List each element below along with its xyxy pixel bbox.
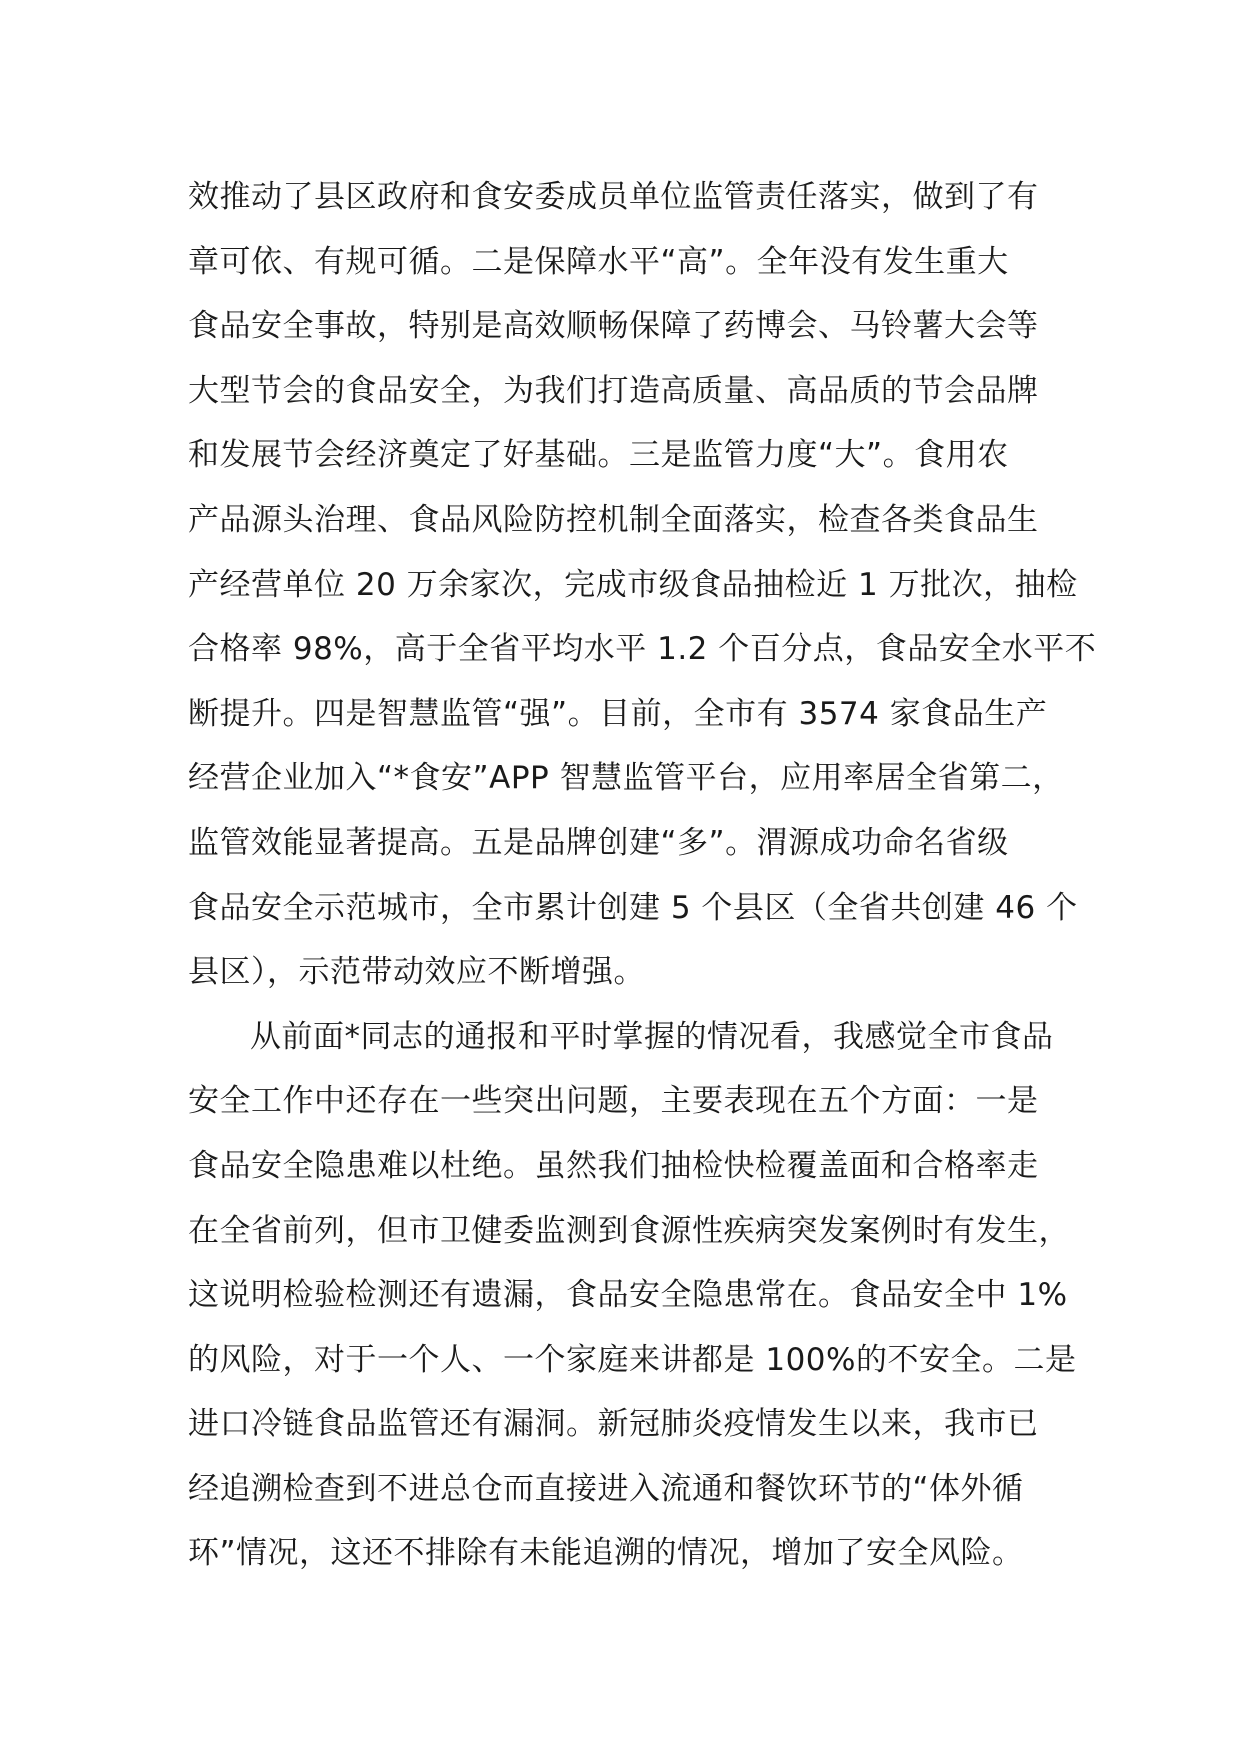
text-line: 食品安全示范城市，全市累计创建 5 个县区（全省共创建 46 个 — [188, 889, 1078, 926]
text-line: 县区），示范带动效应不断增强。 — [188, 954, 645, 991]
text-line: 监管效能显著提高。五是品牌创建“多”。渭源成功命名省级 — [188, 824, 1009, 861]
text-line: 和发展节会经济奠定了好基础。三是监管力度“大”。食用农 — [188, 437, 1009, 474]
text-line: 产经营单位 20 万余家次，完成市级食品抽检近 1 万批次，抽检 — [188, 566, 1078, 603]
text-line: 经追溯检查到不进总仓而直接进入流通和餐饮环节的“体外循 — [188, 1470, 1024, 1507]
text-line: 章可依、有规可循。二是保障水平“高”。全年没有发生重大 — [188, 243, 1009, 280]
text-line: 食品安全事故，特别是高效顺畅保障了药博会、马铃薯大会等 — [188, 308, 1039, 345]
text-line: 安全工作中还存在一些突出问题，主要表现在五个方面：一是 — [188, 1083, 1039, 1120]
text-line: 这说明检验检测还有遗漏，食品安全隐患常在。食品安全中 1% — [188, 1277, 1068, 1314]
paragraph-start-line: 从前面*同志的通报和平时掌握的情况看，我感觉全市食品 — [250, 1018, 1054, 1055]
text-line: 合格率 98%，高于全省平均水平 1.2 个百分点，食品安全水平不 — [188, 631, 1097, 668]
text-line: 产品源头治理、食品风险防控机制全面落实，检查各类食品生 — [188, 501, 1039, 538]
text-line: 效推动了县区政府和食安委成员单位监管责任落实，做到了有 — [188, 179, 1039, 215]
body-text — [188, 165, 1097, 1586]
text-line: 经营企业加入“*食安”APP 智慧监管平台，应用率居全省第二， — [188, 760, 1064, 797]
text-line: 的风险，对于一个人、一个家庭来讲都是 100%的不安全。二是 — [188, 1341, 1077, 1378]
text-line: 进口冷链食品监管还有漏洞。新冠肺炎疫情发生以来，我市已 — [188, 1406, 1039, 1443]
text-line: 环”情况，这还不排除有未能追溯的情况，增加了安全风险。 — [188, 1535, 1024, 1572]
text-line: 食品安全隐患难以杜绝。虽然我们抽检快检覆盖面和合格率走 — [188, 1147, 1039, 1184]
text-line: 断提升。四是智慧监管“强”。目前，全市有 3574 家食品生产 — [188, 695, 1048, 732]
text-line: 在全省前列，但市卫健委监测到食源性疾病突发案例时有发生， — [188, 1212, 1070, 1249]
text-line: 大型节会的食品安全，为我们打造高质量、高品质的节会品牌 — [188, 372, 1039, 409]
